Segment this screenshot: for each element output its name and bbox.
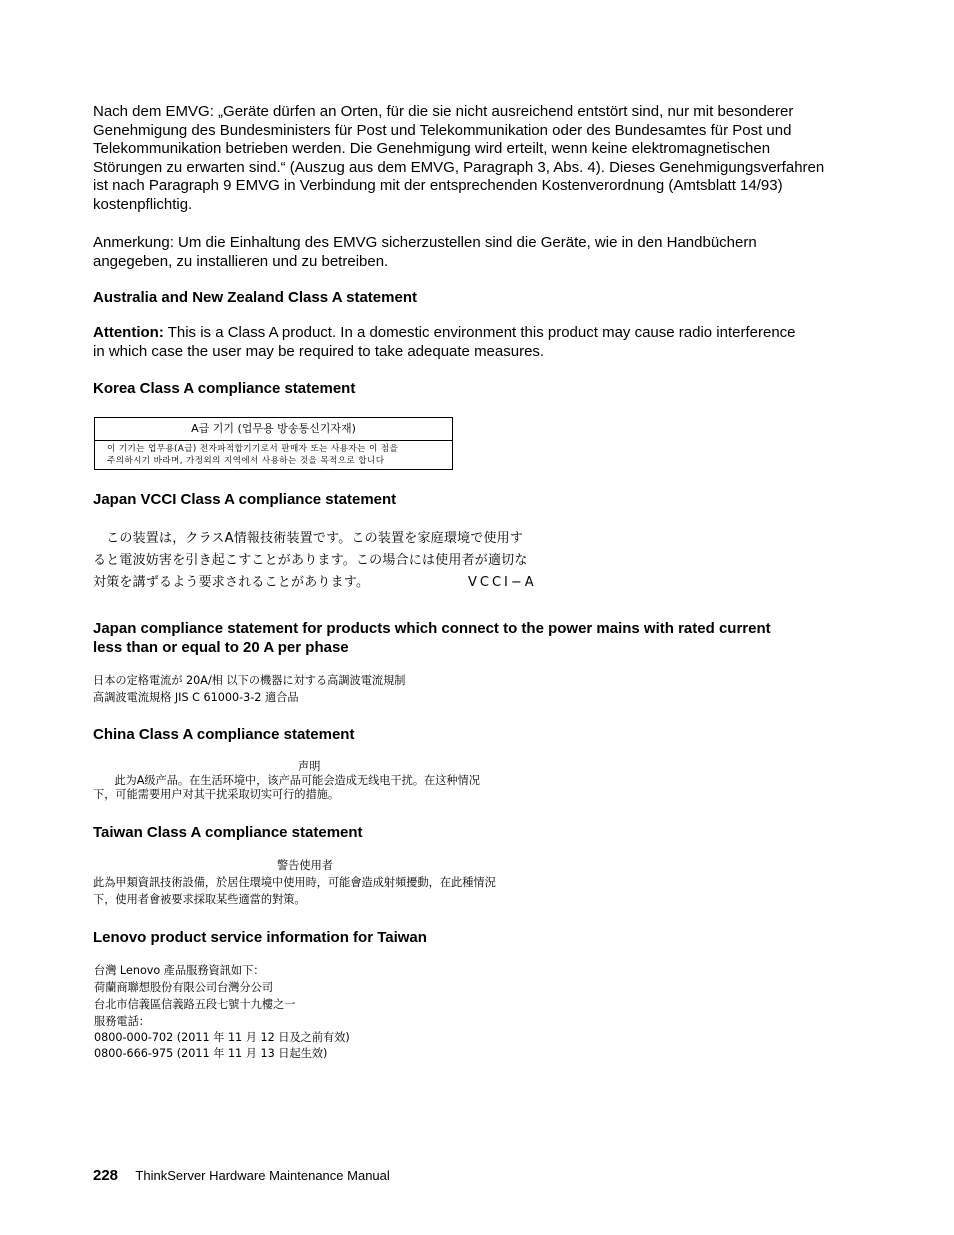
heading-line: Japan compliance statement for products which connect to the power mains with rated current [93, 620, 771, 637]
text-line: 下，可能需要用户对其干扰采取切实可行的措施。 [93, 788, 340, 801]
korea-box-title: A급 기기 (업무용 방송통신기자재) [95, 418, 452, 441]
text-fragment: 対策を講ずるよう要求されることがあります。 [93, 575, 370, 590]
section-heading: Japan VCCI Class A compliance statement [93, 491, 397, 508]
taiwan-statement [93, 857, 553, 908]
australia-paragraph [93, 324, 853, 361]
text-line: kostenpflichtig. [93, 195, 193, 213]
text-line: ist nach Paragraph 9 EMVG in Verbindung mit der entsprechenden Kostenverordnung (Amtsblatt 14/93) [93, 177, 783, 195]
section-heading: Lenovo product service information for Taiwan [93, 929, 427, 946]
statement-title: 声明 [298, 760, 321, 773]
text-line: Genehmigung des Bundesministers für Post und Telekommunikation oder des Bundesamtes für Post und [93, 121, 792, 139]
korea-statement-box [94, 417, 453, 470]
text-line: ると電波妨害を引き起こすことがあります。この場合には使用者が適切な [93, 553, 528, 568]
statement-title: 警告使用者 [277, 859, 333, 872]
text-line: 服務電話： [94, 1015, 150, 1028]
section-heading-block [93, 620, 853, 657]
section-heading: Taiwan Class A compliance statement [93, 824, 363, 841]
section-heading: China Class A compliance statement [93, 726, 355, 743]
attention-label: Attention: [93, 324, 164, 341]
korea-box-body [95, 441, 452, 469]
vcci-tag: VCCI−A [468, 575, 537, 590]
text-line: 荷蘭商聯想股份有限公司台灣分公司 [94, 981, 274, 994]
emvg-paragraph [93, 103, 853, 215]
text-line: 日本の定格電流が 20A/相 以下の機器に対する高調波電流規制 [93, 674, 406, 687]
text-line: 台北市信義區信義路五段七號十九樓之一 [94, 998, 296, 1011]
text-line: 高調波電流規格 JIS C 61000-3-2 適合品 [93, 691, 299, 704]
text-line: Nach dem EMVG: „Geräte dürfen an Orten, für die sie nicht ausreichend entstört sind, nur mit besonderer [93, 103, 794, 120]
text-line [93, 324, 853, 343]
text-line: Störungen zu erwarten sind.“ (Auszug aus dem EMVG, Paragraph 3, Abs. 4). Dieses Genehmigungsverfahren [93, 158, 825, 176]
text-line: 台灣 Lenovo 產品服務資訊如下： [94, 964, 265, 977]
text-line [93, 572, 553, 594]
lenovo-phone-list [94, 1030, 350, 1062]
text-line: Anmerkung: Um die Einhaltung des EMVG sicherzustellen sind die Geräte, wie in den Handbüchern [93, 234, 757, 251]
phone-line: 0800-666-975 (2011 年 11 月 13 日起生效) [94, 1047, 328, 1060]
vcci-statement [93, 528, 553, 594]
text-line: 下，使用者會被要求採取某些適當的對策。 [93, 893, 306, 906]
china-statement [93, 760, 553, 802]
text-line: 주의하시기 바라며, 가정외의 지역에서 사용하는 것을 목적으로 합니다 [107, 456, 385, 467]
emvg-note [93, 234, 853, 271]
text-line: 此为A级产品。在生活环境中，该产品可能会造成无线电干扰。在这种情况 [93, 774, 480, 787]
japan-power-statement [93, 672, 405, 706]
phone-line: 0800-000-702 (2011 年 11 月 12 日及之前有效) [94, 1031, 350, 1044]
lenovo-service-info [94, 962, 295, 1030]
page-footer [93, 1167, 390, 1184]
text-line: 此為甲類資訊技術設備，於居住環境中使用時，可能會造成射頻擾動，在此種情況 [93, 876, 496, 889]
manual-title: ThinkServer Hardware Maintenance Manual [135, 1168, 390, 1183]
text-line: この装置は，クラスA情報技術装置です。この装置を家庭環境で使用す [93, 531, 524, 546]
text-line: Telekommunikation betrieben werden. Die Genehmigung wird erteilt, wenn keine elektromagnetischen [93, 140, 771, 158]
heading-line: less than or equal to 20 A per phase [93, 638, 349, 656]
text-line: 이 기기는 업무용(A급) 전자파적합기기로서 판매자 또는 사용자는 이 점을 [107, 444, 399, 454]
section-heading: Australia and New Zealand Class A statement [93, 289, 417, 306]
section-heading: Korea Class A compliance statement [93, 380, 356, 397]
text-fragment: This is a Class A product. In a domestic environment this product may cause radio interference [163, 324, 796, 341]
page-number: 228 [93, 1167, 119, 1184]
text-line: in which case the user may be required to take adequate measures. [93, 342, 545, 360]
text-line: angegeben, zu installieren und zu betreiben. [93, 252, 389, 270]
